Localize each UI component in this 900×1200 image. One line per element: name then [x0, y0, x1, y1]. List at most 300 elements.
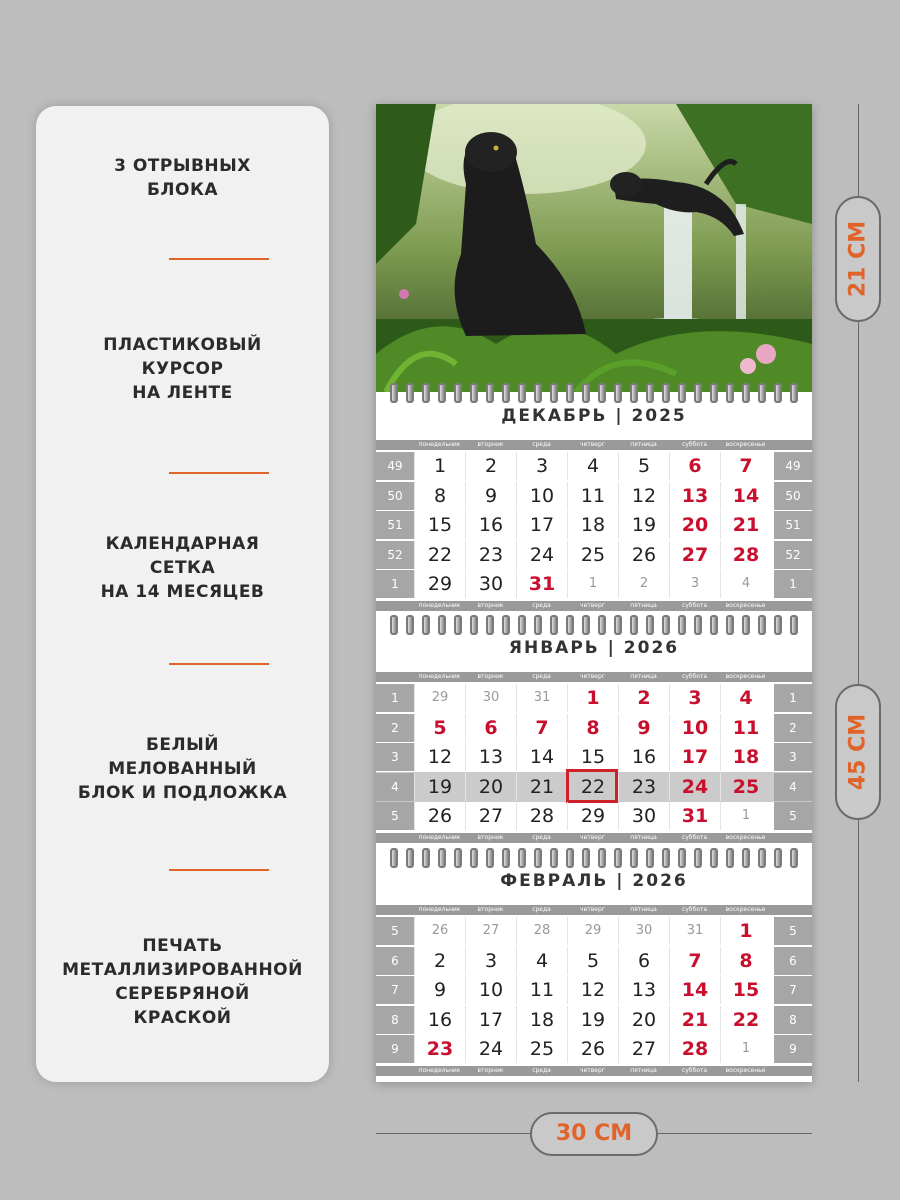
weekday-label: четверг: [580, 906, 605, 913]
weekday-label: суббота: [681, 602, 708, 609]
spiral-ring: [454, 848, 462, 868]
day-cell: 21: [516, 773, 567, 801]
week-number: 7: [376, 976, 414, 1004]
week-number: 1: [774, 684, 812, 712]
day-cell: 13: [465, 743, 516, 771]
spiral-ring: [662, 615, 670, 635]
week-number: 8: [376, 1006, 414, 1034]
spiral-ring: [486, 615, 494, 635]
spiral-ring: [390, 383, 398, 403]
day-cell: 2: [618, 570, 669, 598]
spiral-ring: [550, 615, 558, 635]
header-height-label: 21 СМ: [835, 196, 881, 322]
day-cell: 24: [669, 773, 720, 801]
spiral-ring: [678, 848, 686, 868]
day-cell: 28: [516, 802, 567, 830]
spiral-ring: [422, 615, 430, 635]
weekday-label: вторник: [477, 673, 504, 680]
day-cell: 20: [618, 1006, 669, 1034]
day-cell: 26: [414, 802, 465, 830]
week-number: 3: [376, 743, 414, 771]
day-cell: 17: [669, 743, 720, 771]
week-number: 3: [774, 743, 812, 771]
day-cell: 30: [465, 570, 516, 598]
weekday-label: четверг: [580, 441, 605, 448]
month-title: ЯНВАРЬ | 2026: [508, 638, 680, 658]
spiral-ring: [790, 848, 798, 868]
spiral-ring: [758, 383, 766, 403]
weekday-label: пятница: [630, 441, 657, 448]
weekday-label: пятница: [630, 834, 657, 841]
day-cell: 24: [516, 541, 567, 569]
day-cell: 4: [720, 684, 771, 712]
total-height-label: 45 СМ: [835, 684, 881, 820]
week-number: 51: [774, 511, 812, 539]
week-row: [376, 917, 812, 945]
day-cell: 3: [669, 570, 720, 598]
day-cell: 16: [465, 511, 516, 539]
day-cell: 8: [414, 482, 465, 510]
day-cell: 18: [567, 511, 618, 539]
spiral-binding: [390, 847, 798, 869]
week-row: [376, 947, 812, 975]
day-cell: 4: [567, 452, 618, 480]
weekday-label: суббота: [681, 906, 708, 913]
day-cell: 19: [414, 773, 465, 801]
month-block: [376, 392, 812, 609]
spiral-ring: [470, 848, 478, 868]
day-cell: 18: [720, 743, 771, 771]
day-cell: 23: [618, 773, 669, 801]
day-cell: 10: [669, 714, 720, 742]
week-number: 1: [376, 570, 414, 598]
month-title: ДЕКАБРЬ | 2025: [501, 406, 687, 426]
divider: [169, 869, 269, 871]
weekday-label: четверг: [580, 834, 605, 841]
weekday-label: пятница: [630, 673, 657, 680]
spiral-ring: [534, 848, 542, 868]
day-cell: 4: [720, 570, 771, 598]
month-title: ФЕВРАЛЬ | 2026: [500, 871, 688, 891]
weekday-label: суббота: [681, 673, 708, 680]
day-cell: 15: [720, 976, 771, 1004]
day-cell: 14: [669, 976, 720, 1004]
day-cell: 27: [669, 541, 720, 569]
day-cell: 25: [567, 541, 618, 569]
day-cell: 14: [516, 743, 567, 771]
day-cell: 31: [669, 802, 720, 830]
day-cell: 25: [516, 1035, 567, 1063]
spiral-ring: [518, 848, 526, 868]
weekday-label: четверг: [580, 673, 605, 680]
day-cell: 1: [720, 1035, 771, 1063]
weekday-label: понедельник: [418, 834, 461, 841]
spiral-ring: [694, 848, 702, 868]
weekday-label: понедельник: [418, 673, 461, 680]
spiral-ring: [598, 383, 606, 403]
day-cell: 18: [516, 1006, 567, 1034]
spiral-ring: [598, 615, 606, 635]
spiral-ring: [534, 383, 542, 403]
spiral-ring: [742, 848, 750, 868]
day-cell: 22: [567, 773, 618, 801]
spiral-ring: [534, 615, 542, 635]
spiral-ring: [454, 383, 462, 403]
day-cell: 3: [516, 452, 567, 480]
weekday-label: воскресенье: [725, 906, 766, 913]
day-cell: 5: [618, 452, 669, 480]
day-cell: 13: [618, 976, 669, 1004]
weekday-label: среда: [532, 906, 551, 913]
feature-silver-print: ПЕЧАТЬ МЕТАЛЛИЗИРОВАННОЙ СЕРЕБРЯНОЙ КРАСКОЙ: [62, 936, 303, 1028]
spiral-ring: [454, 615, 462, 635]
day-cell: 26: [414, 917, 465, 945]
spiral-ring: [406, 615, 414, 635]
day-cell: 16: [414, 1006, 465, 1034]
spiral-ring: [470, 615, 478, 635]
spiral-ring: [646, 615, 654, 635]
spiral-binding: [390, 382, 798, 404]
spiral-ring: [774, 848, 782, 868]
day-cell: 15: [567, 743, 618, 771]
spiral-ring: [582, 848, 590, 868]
week-number: 5: [774, 917, 812, 945]
day-cell: 14: [720, 482, 771, 510]
spiral-ring: [502, 848, 510, 868]
weekday-header: [376, 672, 812, 682]
spiral-ring: [726, 848, 734, 868]
spiral-ring: [710, 848, 718, 868]
day-cell: 6: [465, 714, 516, 742]
week-row: [376, 802, 812, 830]
spiral-ring: [662, 848, 670, 868]
week-row: [376, 570, 812, 598]
day-cell: 27: [465, 917, 516, 945]
features-panel: [36, 106, 329, 1082]
day-cell: 8: [567, 714, 618, 742]
spiral-ring: [406, 848, 414, 868]
week-number: 2: [376, 714, 414, 742]
weekday-label: четверг: [580, 602, 605, 609]
week-number: 9: [376, 1035, 414, 1063]
day-cell: 21: [669, 1006, 720, 1034]
week-row: [376, 482, 812, 510]
spiral-ring: [758, 615, 766, 635]
weekday-label: среда: [532, 834, 551, 841]
day-cell: 30: [618, 802, 669, 830]
spiral-ring: [614, 848, 622, 868]
week-number: 6: [774, 947, 812, 975]
week-number: 52: [774, 541, 812, 569]
week-row: [376, 1006, 812, 1034]
spiral-ring: [614, 383, 622, 403]
spiral-ring: [566, 615, 574, 635]
weekday-label: суббота: [681, 441, 708, 448]
week-number: 50: [774, 482, 812, 510]
panther-jungle-image: [376, 104, 812, 392]
width-label: 30 СМ: [530, 1112, 658, 1156]
day-cell: 11: [720, 714, 771, 742]
day-cell: 1: [567, 570, 618, 598]
day-cell: 1: [720, 802, 771, 830]
week-number: 6: [376, 947, 414, 975]
spiral-ring: [662, 383, 670, 403]
spiral-ring: [550, 383, 558, 403]
day-cell: 20: [669, 511, 720, 539]
day-cell: 12: [618, 482, 669, 510]
day-cell: 25: [720, 773, 771, 801]
day-cell: 3: [465, 947, 516, 975]
weekday-header: [376, 833, 812, 843]
spiral-ring: [790, 383, 798, 403]
day-cell: 28: [516, 917, 567, 945]
week-number: 4: [376, 773, 414, 801]
spiral-ring: [742, 383, 750, 403]
week-row: [376, 743, 812, 771]
week-number: 5: [774, 802, 812, 830]
spiral-ring: [694, 615, 702, 635]
day-cell: 10: [516, 482, 567, 510]
day-cell: 29: [567, 802, 618, 830]
spiral-ring: [630, 383, 638, 403]
day-cell: 17: [465, 1006, 516, 1034]
feature-tear-off-blocks: 3 ОТРЫВНЫХ БЛОКА: [114, 156, 251, 200]
day-cell: 24: [465, 1035, 516, 1063]
spiral-ring: [582, 615, 590, 635]
day-cell: 31: [516, 684, 567, 712]
week-number: 1: [376, 684, 414, 712]
spiral-ring: [566, 383, 574, 403]
day-cell: 16: [618, 743, 669, 771]
spiral-ring: [438, 615, 446, 635]
day-cell: 19: [618, 511, 669, 539]
spiral-ring: [550, 848, 558, 868]
day-cell: 12: [567, 976, 618, 1004]
day-cell: 9: [414, 976, 465, 1004]
spiral-ring: [646, 848, 654, 868]
spiral-ring: [438, 383, 446, 403]
spiral-ring: [486, 848, 494, 868]
day-cell: 7: [669, 947, 720, 975]
week-row: [376, 684, 812, 712]
weekday-label: вторник: [477, 1067, 504, 1074]
weekday-label: вторник: [477, 906, 504, 913]
weekday-label: понедельник: [418, 906, 461, 913]
spiral-ring: [486, 383, 494, 403]
weekday-label: среда: [532, 1067, 551, 1074]
day-cell: 13: [669, 482, 720, 510]
weekday-label: пятница: [630, 1067, 657, 1074]
day-cell: 22: [414, 541, 465, 569]
day-cell: 27: [465, 802, 516, 830]
month-block: [376, 857, 812, 1074]
week-number: 9: [774, 1035, 812, 1063]
weekday-label: вторник: [477, 441, 504, 448]
weekday-label: понедельник: [418, 1067, 461, 1074]
spiral-ring: [694, 383, 702, 403]
day-cell: 23: [414, 1035, 465, 1063]
week-number: 5: [376, 917, 414, 945]
day-cell: 15: [414, 511, 465, 539]
week-number: 50: [376, 482, 414, 510]
day-cell: 31: [669, 917, 720, 945]
weekday-header: [376, 440, 812, 450]
weekday-label: среда: [532, 441, 551, 448]
day-cell: 21: [720, 511, 771, 539]
spiral-ring: [726, 615, 734, 635]
divider: [169, 472, 269, 474]
spiral-ring: [710, 615, 718, 635]
spiral-ring: [598, 848, 606, 868]
spiral-ring: [630, 615, 638, 635]
spiral-ring: [774, 383, 782, 403]
week-row: [376, 714, 812, 742]
week-row: [376, 511, 812, 539]
spiral-ring: [630, 848, 638, 868]
weekday-header: [376, 1066, 812, 1076]
spiral-ring: [502, 615, 510, 635]
spiral-ring: [774, 615, 782, 635]
spiral-ring: [390, 615, 398, 635]
day-cell: 1: [414, 452, 465, 480]
spiral-ring: [406, 383, 414, 403]
day-cell: 9: [465, 482, 516, 510]
current-date-frame[interactable]: [566, 769, 618, 803]
week-number: 52: [376, 541, 414, 569]
day-cell: 9: [618, 714, 669, 742]
spiral-ring: [422, 848, 430, 868]
weekday-header: [376, 905, 812, 915]
day-cell: 28: [720, 541, 771, 569]
day-cell: 28: [669, 1035, 720, 1063]
day-cell: 22: [720, 1006, 771, 1034]
week-number: 51: [376, 511, 414, 539]
weekday-label: среда: [532, 602, 551, 609]
day-cell: 27: [618, 1035, 669, 1063]
day-cell: 31: [516, 570, 567, 598]
spiral-ring: [470, 383, 478, 403]
spiral-ring: [726, 383, 734, 403]
day-cell: 1: [567, 684, 618, 712]
day-cell: 11: [567, 482, 618, 510]
weekday-label: среда: [532, 673, 551, 680]
week-number: 4: [774, 773, 812, 801]
day-cell: 2: [465, 452, 516, 480]
day-cell: 1: [720, 917, 771, 945]
day-cell: 30: [618, 917, 669, 945]
weekday-label: вторник: [477, 602, 504, 609]
weekday-label: суббота: [681, 834, 708, 841]
weekday-header: [376, 601, 812, 611]
day-cell: 29: [567, 917, 618, 945]
spiral-ring: [566, 848, 574, 868]
spiral-ring: [518, 615, 526, 635]
day-cell: 11: [516, 976, 567, 1004]
day-cell: 29: [414, 570, 465, 598]
weekday-label: пятница: [630, 602, 657, 609]
week-number: 1: [774, 570, 812, 598]
spiral-ring: [614, 615, 622, 635]
feature-plastic-cursor: ПЛАСТИКОВЫЙ КУРСОР НА ЛЕНТЕ: [103, 335, 262, 403]
day-cell: 5: [567, 947, 618, 975]
feature-calendar-grid: КАЛЕНДАРНАЯ СЕТКА НА 14 МЕСЯЦЕВ: [100, 534, 265, 602]
week-number: 49: [774, 452, 812, 480]
weekday-label: вторник: [477, 834, 504, 841]
week-number: 2: [774, 714, 812, 742]
day-cell: 6: [618, 947, 669, 975]
week-number: 5: [376, 802, 414, 830]
spiral-ring: [582, 383, 590, 403]
spiral-ring: [502, 383, 510, 403]
spiral-ring: [438, 848, 446, 868]
week-row: [376, 452, 812, 480]
day-cell: 10: [465, 976, 516, 1004]
weekday-label: воскресенье: [725, 441, 766, 448]
spiral-ring: [710, 383, 718, 403]
weekday-label: воскресенье: [725, 602, 766, 609]
weekday-label: понедельник: [418, 602, 461, 609]
spiral-binding: [390, 614, 798, 636]
day-cell: 7: [720, 452, 771, 480]
day-cell: 30: [465, 684, 516, 712]
day-cell: 7: [516, 714, 567, 742]
day-cell: 8: [720, 947, 771, 975]
day-cell: 4: [516, 947, 567, 975]
day-cell: 26: [618, 541, 669, 569]
spiral-ring: [422, 383, 430, 403]
spiral-ring: [678, 383, 686, 403]
day-cell: 26: [567, 1035, 618, 1063]
divider: [169, 663, 269, 665]
weekday-label: четверг: [580, 1067, 605, 1074]
spiral-ring: [790, 615, 798, 635]
day-cell: 23: [465, 541, 516, 569]
feature-white-coated-block: БЕЛЫЙ МЕЛОВАННЫЙ БЛОК И ПОДЛОЖКА: [77, 735, 288, 803]
month-block: [376, 624, 812, 841]
spiral-ring: [742, 615, 750, 635]
week-number: 8: [774, 1006, 812, 1034]
weekday-label: воскресенье: [725, 1067, 766, 1074]
day-cell: 2: [618, 684, 669, 712]
day-cell: 5: [414, 714, 465, 742]
day-cell: 17: [516, 511, 567, 539]
week-number: 7: [774, 976, 812, 1004]
spiral-ring: [678, 615, 686, 635]
weekday-label: воскресенье: [725, 834, 766, 841]
day-cell: 29: [414, 684, 465, 712]
weekday-label: понедельник: [418, 441, 461, 448]
weekday-label: суббота: [681, 1067, 708, 1074]
weekday-label: воскресенье: [725, 673, 766, 680]
spiral-ring: [390, 848, 398, 868]
week-row: [376, 976, 812, 1004]
divider: [169, 258, 269, 260]
day-cell: 2: [414, 947, 465, 975]
weekday-label: пятница: [630, 906, 657, 913]
spiral-ring: [646, 383, 654, 403]
day-cell: 3: [669, 684, 720, 712]
spiral-ring: [518, 383, 526, 403]
week-row: [376, 1035, 812, 1063]
wall-calendar: [376, 104, 812, 1082]
day-cell: 12: [414, 743, 465, 771]
week-row: [376, 541, 812, 569]
spiral-ring: [758, 848, 766, 868]
week-number: 49: [376, 452, 414, 480]
day-cell: 6: [669, 452, 720, 480]
day-cell: 19: [567, 1006, 618, 1034]
day-cell: 20: [465, 773, 516, 801]
